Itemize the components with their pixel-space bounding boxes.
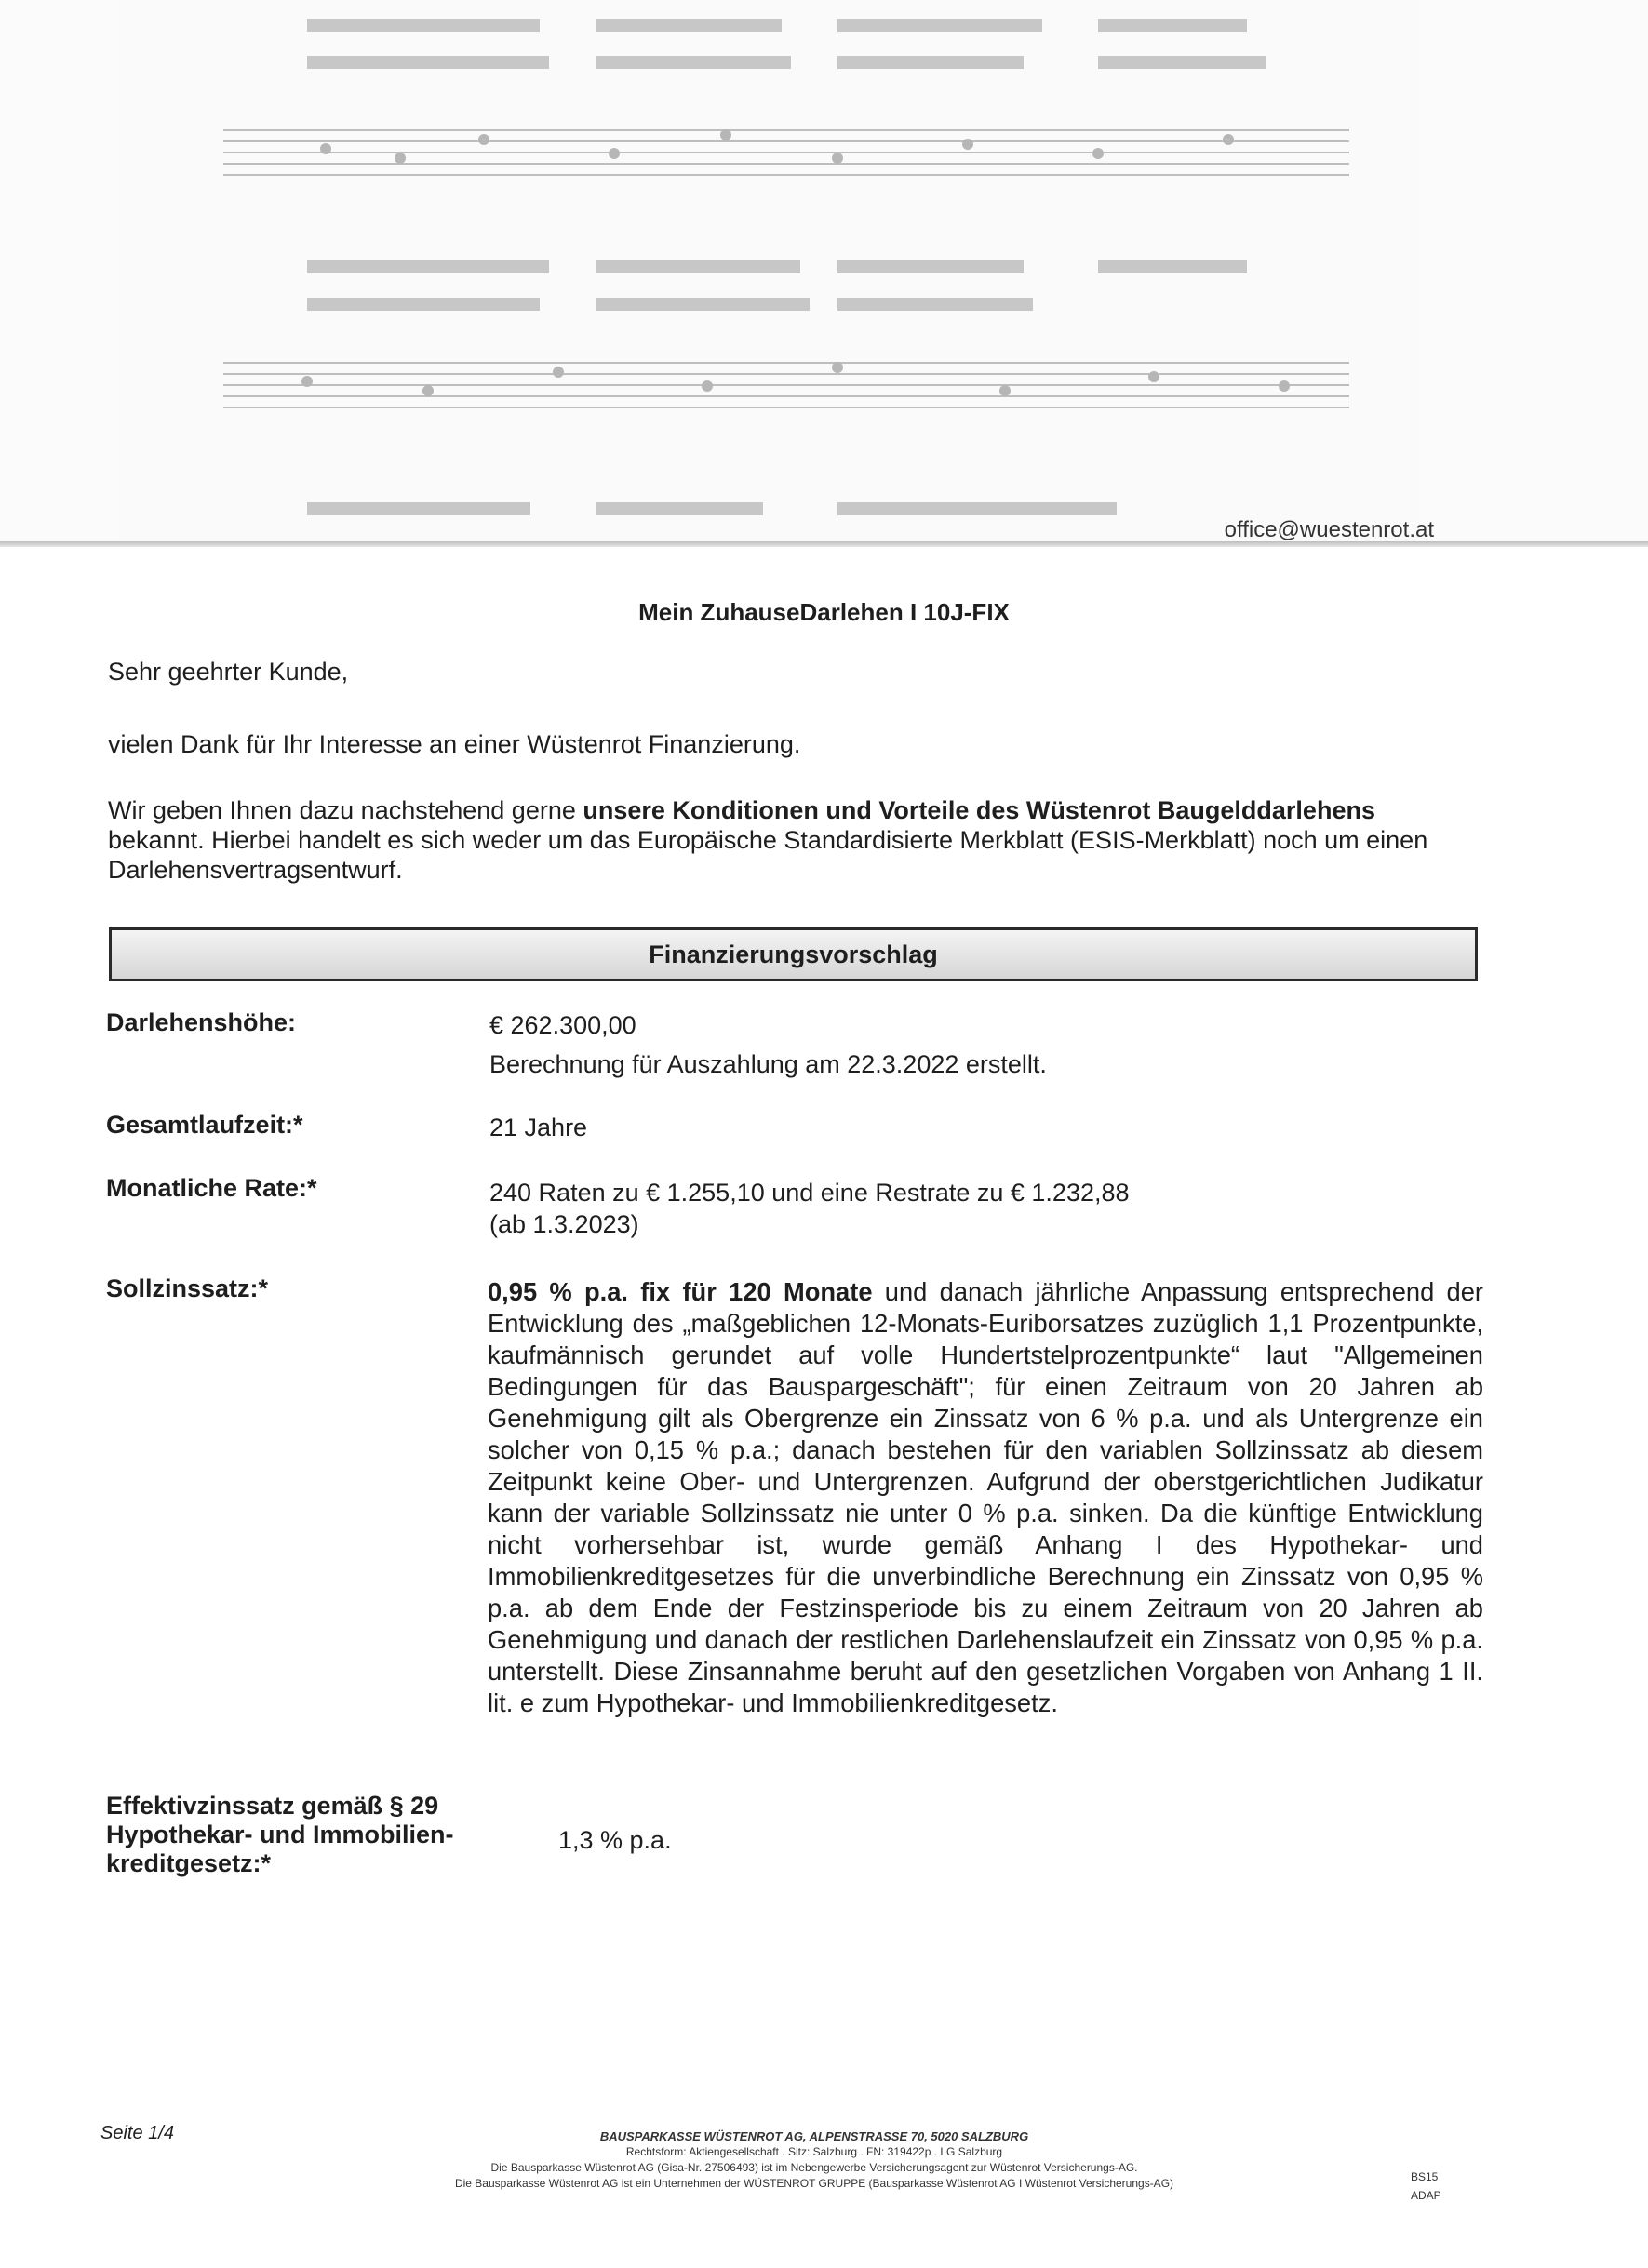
value-effektivzinssatz: 1,3 % p.a. xyxy=(558,1826,672,1854)
intro-prefix: Wir geben Ihnen dazu nachstehend gerne xyxy=(108,796,583,824)
effektiv-label-line-3: kreditgesetz:* xyxy=(106,1849,272,1877)
footer-code-2: ADAP xyxy=(1411,2189,1441,2202)
music-sheet-bleed-through xyxy=(0,0,1648,544)
salutation: Sehr geehrter Kunde, xyxy=(108,658,349,686)
label-effektivzinssatz xyxy=(106,1792,454,1878)
footer-agent: Die Bausparkasse Wüstenrot AG (Gisa-Nr. 27506493) ist im Nebengewerbe Versicherungsagent zur Wüstenrot Versicherungs-AG. xyxy=(490,2161,1138,2174)
label-gesamtlaufzeit: Gesamtlaufzeit:* xyxy=(106,1111,303,1139)
section-header-finanzierungsvorschlag xyxy=(109,927,1478,981)
footer-group: Die Bausparkasse Wüstenrot AG ist ein Unternehmen der WÜSTENROT GRUPPE (Bausparkasse Wüstenrot AG I Wüstenrot Versicherungs-AG) xyxy=(454,2177,1174,2190)
footer-form-code xyxy=(1411,2168,1441,2205)
section-title: Finanzierungsvorschlag xyxy=(649,940,938,968)
footer-company: BAUSPARKASSE WÜSTENROT AG, ALPENSTRASSE 70, 5020 SALZBURG xyxy=(599,2129,1029,2143)
note-darlehenshoehe: Berechnung für Auszahlung am 22.3.2022 erstellt. xyxy=(489,1050,1047,1078)
page-number: Seite 1/4 xyxy=(100,2123,174,2143)
label-darlehenshoehe: Darlehenshöhe: xyxy=(106,1008,297,1036)
intro-suffix: bekannt. Hierbei handelt es sich weder um das Europäische Standardisierte Merkblatt (ESIS-Merkblatt) noch um einen Darlehensvertragsentwurf. xyxy=(108,826,1428,884)
value-darlehenshoehe: € 262.300,00 xyxy=(489,1011,636,1039)
intro-bold: unsere Konditionen und Vorteile des Wüstenrot Baugelddarlehens xyxy=(583,796,1375,824)
effektiv-label-line-2: Hypothekar- und Immobilien- xyxy=(106,1821,454,1848)
effektiv-label-line-1: Effektivzinssatz gemäß § 29 xyxy=(106,1792,439,1820)
sollzins-body: und danach jährliche Anpassung entsprechend der Entwicklung des „maßgeblichen 12-Monats-Euriborsatzes zuzüglich 1,1 Prozentpunkte, kaufmännisch gerundet auf volle Hundertstelprozentpunkte“ laut "Allgemeinen Bedingungen für das Bauspargeschäft"; für einen Zeitraum von 20 Jahren ab Genehmigung gilt als Obergrenze ein Zinssatz von 6 % p.a. und als Untergrenze ein solcher von 0,15 % p.a.; danach bestehen für den variablen Sollzinssatz ab diesem Zeitpunkt keine Ober- und Untergrenzen. Aufgrund der oberstgerichtlichen Judikatur kann der variable Sollzinssatz nie unter 0 % p.a. sinken. Da die künftige Entwicklung nicht vorhersehbar ist, wurde gemäß Anhang I des Hypothekar- und Immobilienkreditgesetzes für die unverbindliche Berechnung ein Zinssatz von 0,95 % p.a. ab dem Ende der Festzinsperiode bis zu einem Zeitraum von 20 Jahren ab Genehmigung und danach der restlichen Darlehenslaufzeit ein Zinssatz von 0,95 % p.a. unterstellt. Diese Zinsannahme beruht auf den gesetzlichen Vorgaben von Anhang 1 II. lit. e zum Hypothekar- und Immobilienkreditgesetz. xyxy=(488,1277,1483,1717)
note-monatliche-rate: (ab 1.3.2023) xyxy=(489,1210,639,1238)
footer-imprint xyxy=(233,2128,1396,2192)
document-title: Mein ZuhauseDarlehen I 10J-FIX xyxy=(638,598,1010,626)
footer-code-1: BS15 xyxy=(1411,2170,1439,2183)
value-sollzinssatz xyxy=(488,1276,1483,1719)
intro-paragraph xyxy=(108,795,1476,885)
label-sollzinssatz: Sollzinssatz:* xyxy=(106,1274,269,1302)
thanks-paragraph: vielen Dank für Ihr Interesse an einer Wüstenrot Finanzierung. xyxy=(108,730,801,758)
label-monatliche-rate: Monatliche Rate:* xyxy=(106,1174,317,1202)
value-monatliche-rate: 240 Raten zu € 1.255,10 und eine Restrate zu € 1.232,88 xyxy=(489,1179,1130,1207)
value-gesamtlaufzeit: 21 Jahre xyxy=(489,1114,588,1141)
sollzins-bold: 0,95 % p.a. fix für 120 Monate xyxy=(488,1277,873,1306)
email-address: office@wuestenrot.at xyxy=(1224,517,1434,542)
footer-legal: Rechtsform: Aktiengesellschaft . Sitz: Salzburg . FN: 319422p . LG Salzburg xyxy=(625,2145,1003,2158)
